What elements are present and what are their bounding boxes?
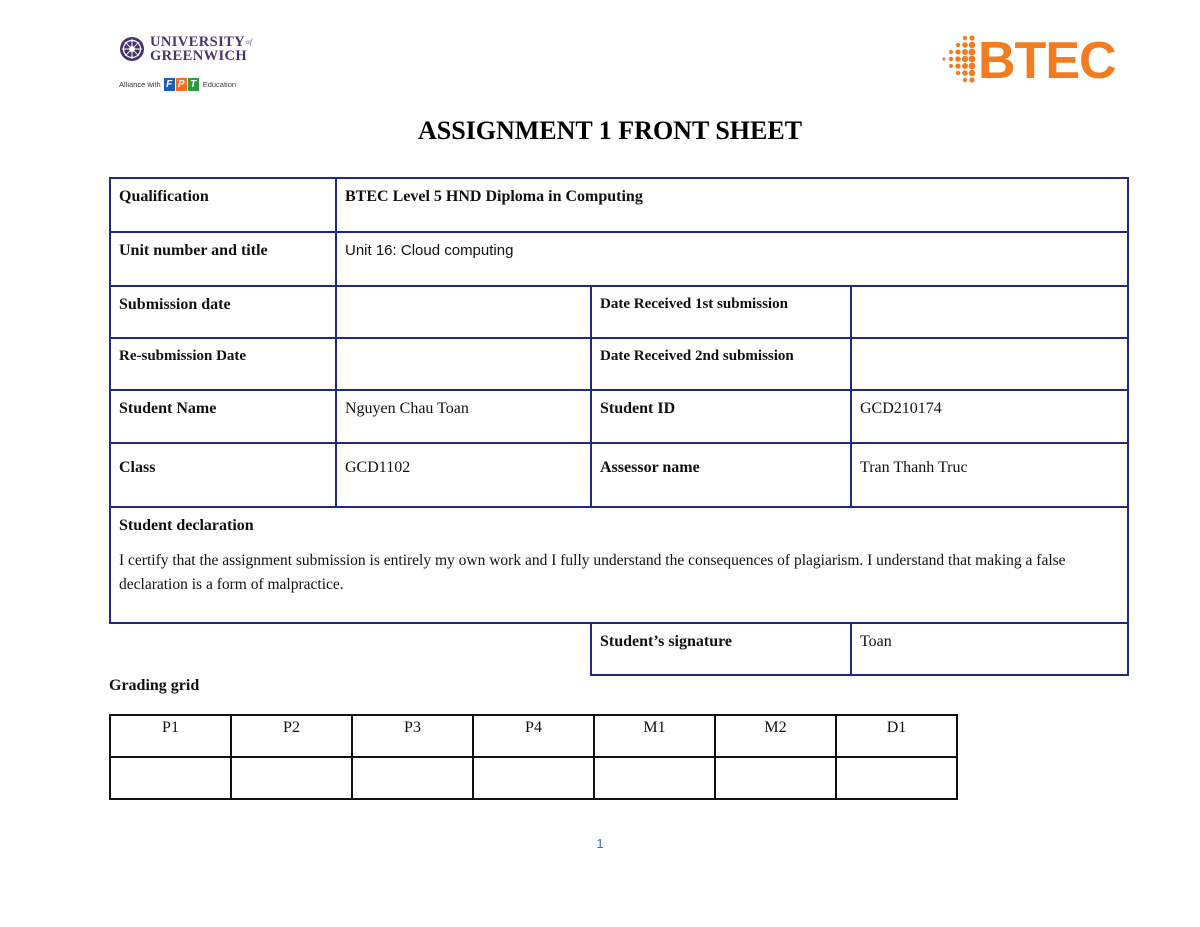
received-1-label: Date Received 1st submission: [591, 286, 851, 338]
grading-criterion: P2: [231, 715, 352, 757]
student-name-value[interactable]: Nguyen Chau Toan: [336, 390, 591, 443]
grading-header-row: [110, 715, 957, 757]
grading-criterion: P1: [110, 715, 231, 757]
blank-area: [110, 623, 591, 675]
assessor-label: Assessor name: [591, 443, 851, 507]
submission-date-field[interactable]: [336, 286, 591, 338]
resubmission-field[interactable]: [336, 338, 591, 390]
alliance-with-fpt: Alliance with F P T Education: [119, 79, 237, 90]
unit-value: Unit 16: Cloud computing: [336, 232, 1128, 286]
grade-cell[interactable]: [715, 757, 836, 799]
received-2-field[interactable]: [851, 338, 1128, 390]
table-row: [110, 178, 1128, 232]
table-row: [110, 507, 1128, 623]
grading-criterion: P4: [473, 715, 594, 757]
grade-cell[interactable]: [231, 757, 352, 799]
table-row: [110, 232, 1128, 286]
grade-cell[interactable]: [352, 757, 473, 799]
signature-label: Student’s signature: [591, 623, 851, 675]
grade-cell[interactable]: [110, 757, 231, 799]
resubmission-label: Re-submission Date: [110, 338, 336, 390]
grading-criterion: P3: [352, 715, 473, 757]
btec-wordmark: BTEC: [978, 32, 1116, 90]
grading-value-row: [110, 757, 957, 799]
qualification-value: BTEC Level 5 HND Diploma in Computing: [336, 178, 1128, 232]
student-declaration: [110, 507, 1128, 623]
btec-dots-icon: [935, 34, 979, 88]
declaration-heading: Student declaration: [119, 517, 254, 534]
grading-grid-table: [109, 714, 958, 800]
grading-criterion: M1: [594, 715, 715, 757]
declaration-text: I certify that the assignment submission is entirely my own work and I fully understand the consequences of plagiarism. I understand that making a false declaration is a form of malpractice.: [119, 552, 1066, 593]
assignment-info-table: [109, 177, 1129, 676]
university-wordmark: UNIVERSITYof: [150, 34, 253, 50]
table-row: [110, 390, 1128, 443]
received-1-field[interactable]: [851, 286, 1128, 338]
student-name-label: Student Name: [110, 390, 336, 443]
grading-criterion: M2: [715, 715, 836, 757]
class-label: Class: [110, 443, 336, 507]
signature-value[interactable]: Toan: [851, 623, 1128, 675]
student-id-label: Student ID: [591, 390, 851, 443]
unit-label: Unit number and title: [110, 232, 336, 286]
grading-grid-label: Grading grid: [109, 677, 200, 694]
grade-cell[interactable]: [594, 757, 715, 799]
table-row: [110, 286, 1128, 338]
university-of-greenwich-logo: [119, 34, 259, 94]
greenwich-wordmark: GREENWICH: [150, 48, 248, 64]
grade-cell[interactable]: [473, 757, 594, 799]
received-2-label: Date Received 2nd submission: [591, 338, 851, 390]
grading-criterion: D1: [836, 715, 957, 757]
table-row: [110, 443, 1128, 507]
page-number: 1: [596, 836, 604, 851]
student-id-value[interactable]: GCD210174: [851, 390, 1128, 443]
greenwich-crest-icon: [119, 36, 145, 62]
page-title: ASSIGNMENT 1 FRONT SHEET: [417, 116, 803, 145]
qualification-label: Qualification: [110, 178, 336, 232]
grade-cell[interactable]: [836, 757, 957, 799]
fpt-logo-icon: F P T: [164, 78, 200, 91]
table-row: [110, 338, 1128, 390]
assessor-value[interactable]: Tran Thanh Truc: [851, 443, 1128, 507]
table-row: [110, 623, 1128, 675]
btec-logo: [935, 32, 1125, 92]
class-value[interactable]: GCD1102: [336, 443, 591, 507]
submission-date-label: Submission date: [110, 286, 336, 338]
